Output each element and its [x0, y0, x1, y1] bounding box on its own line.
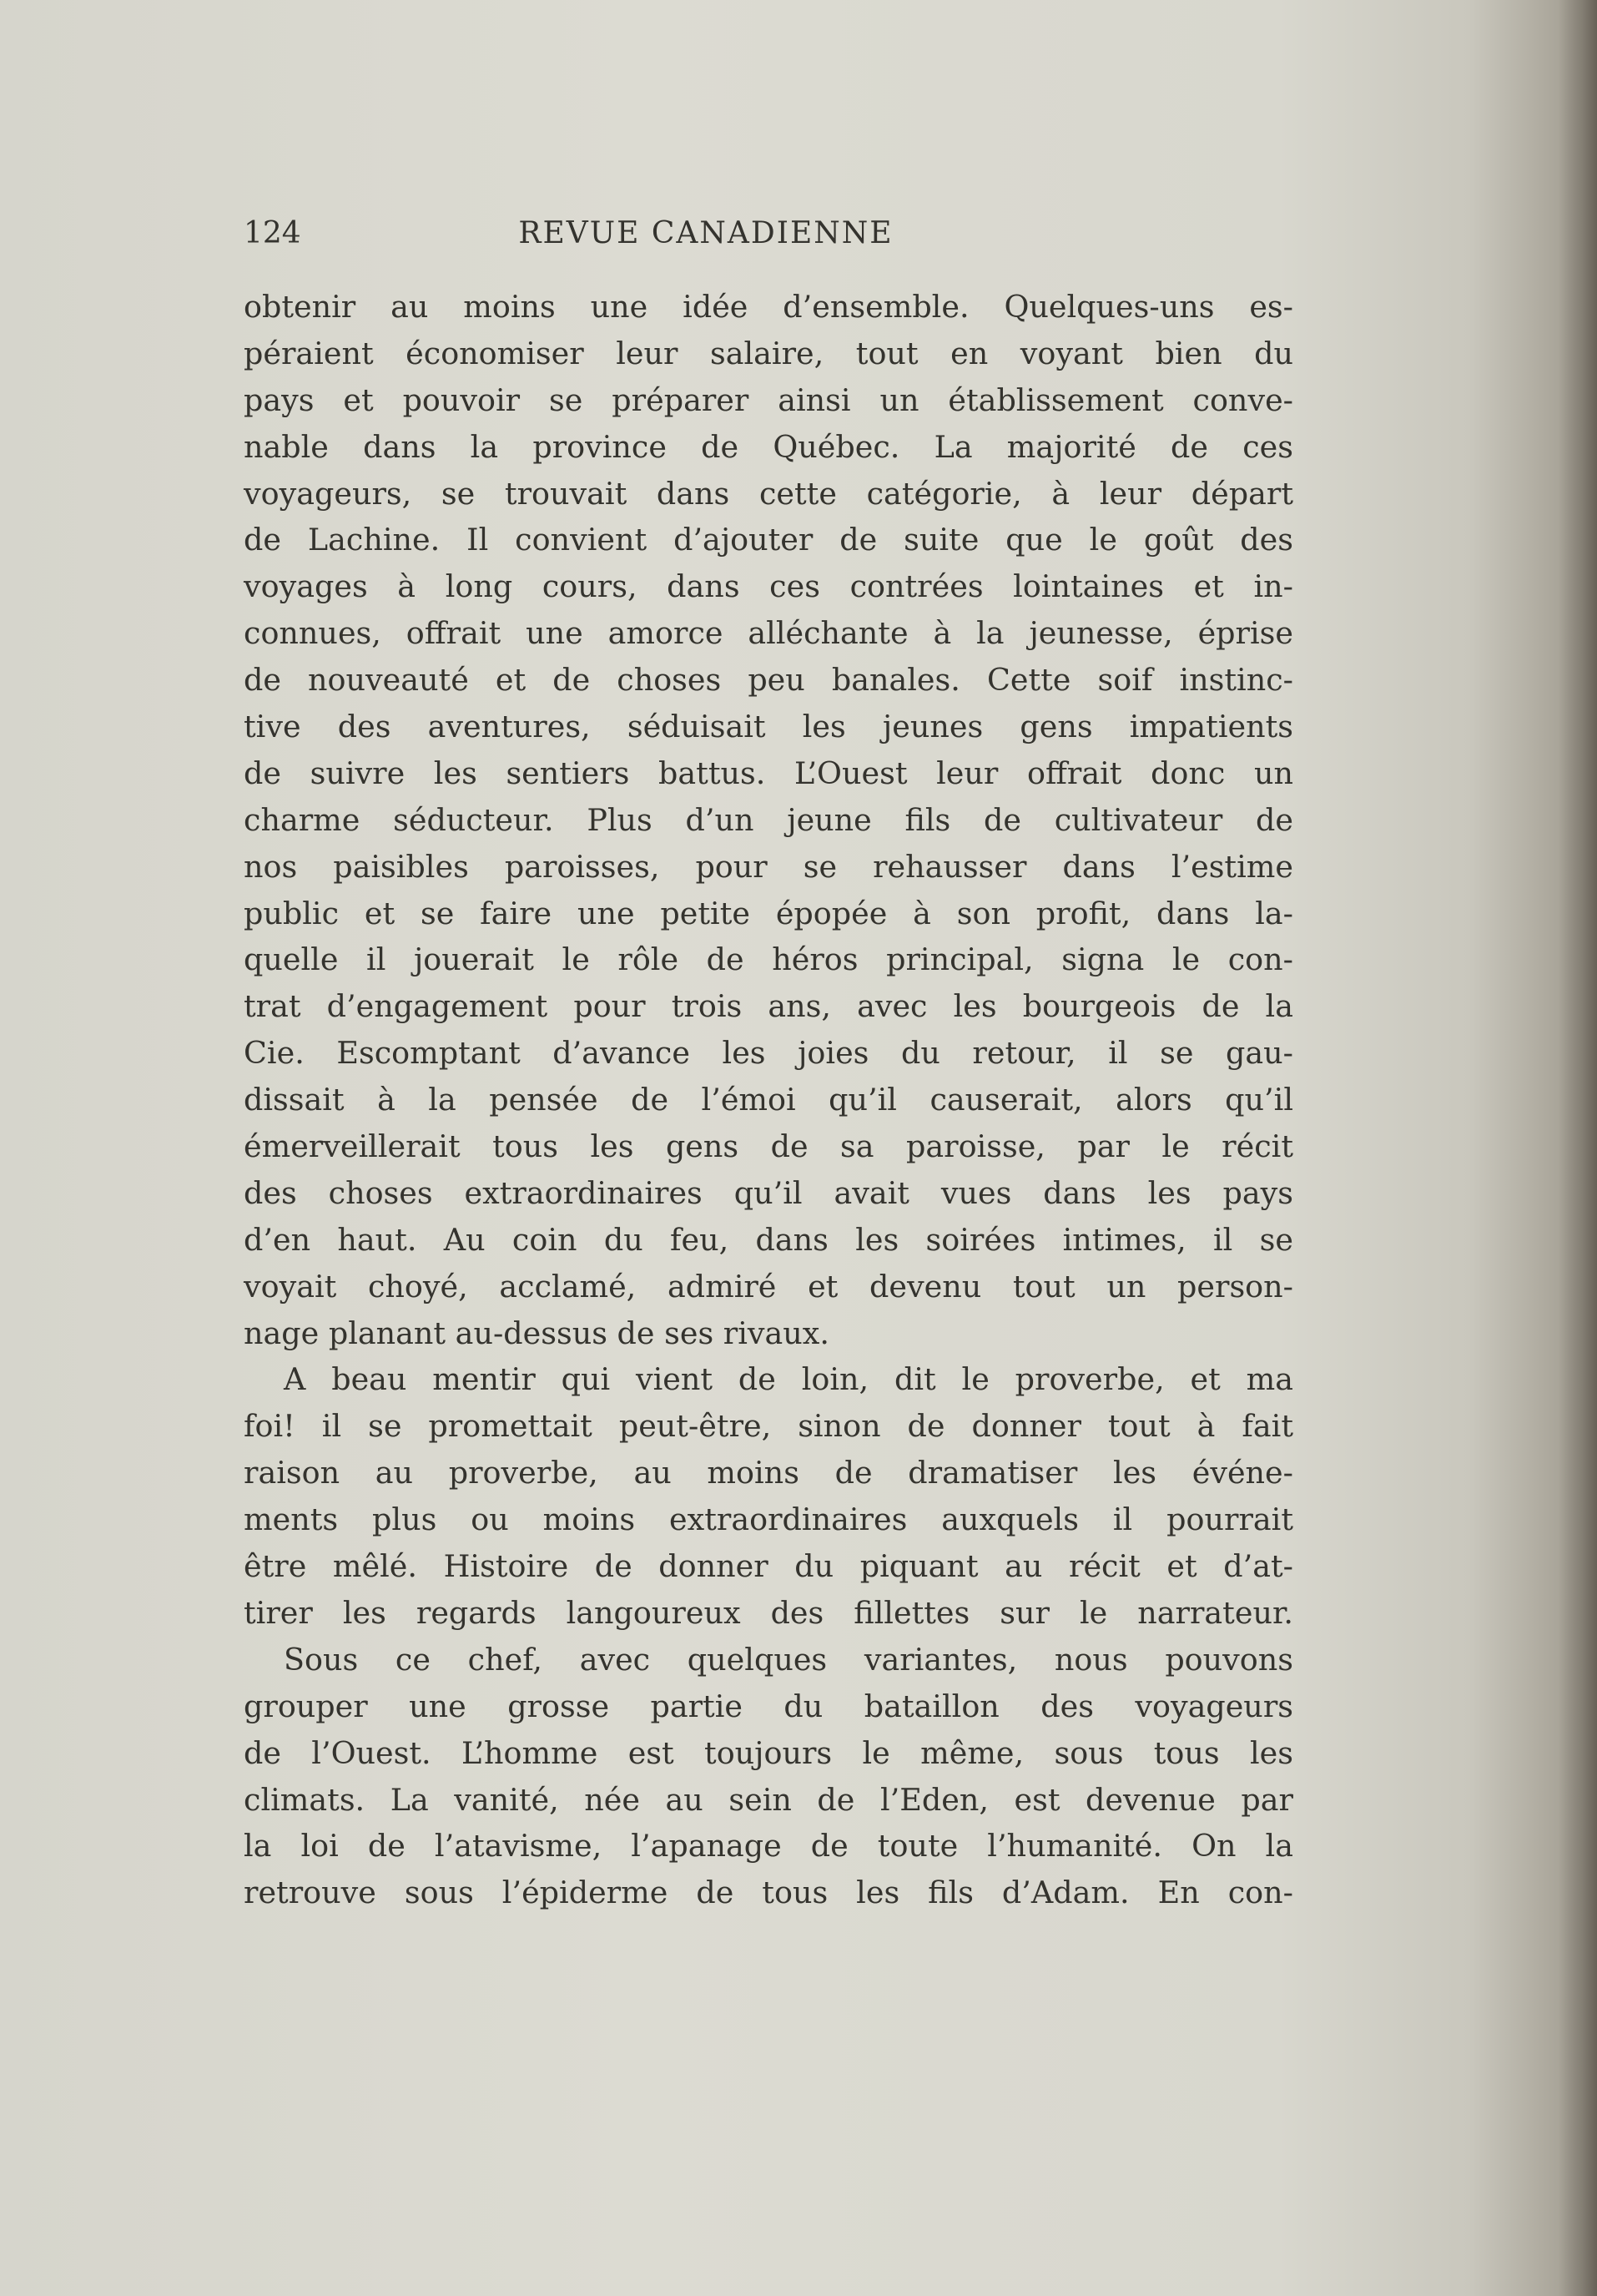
text-line: péraient économiser leur salaire, tout en voyant bien du — [244, 335, 1293, 371]
spine-shadow — [1559, 0, 1597, 2296]
text-line: la loi de l’atavisme, l’apanage de toute l’humanité. On la — [244, 1828, 1293, 1865]
text-line: Sous ce chef, avec quelques variantes, nous pouvons — [284, 1641, 1293, 1678]
text-line: nos paisibles paroisses, pour se rehausser dans l’estime — [244, 848, 1293, 885]
text-line: dissait à la pensée de l’émoi qu’il causerait, alors qu’il — [244, 1082, 1293, 1118]
text-line: raison au proverbe, au moins de dramatiser les événe- — [244, 1455, 1293, 1491]
text-line: trat d’engagement pour trois ans, avec les bourgeois de la — [244, 988, 1293, 1025]
running-title: REVUE CANADIENNE — [518, 216, 894, 250]
text-line: charme séducteur. Plus d’un jeune fils de cultivateur de — [244, 801, 1293, 838]
text-line: tive des aventures, séduisait les jeunes gens impatients — [244, 709, 1293, 745]
text-line: A beau mentir qui vient de loin, dit le proverbe, et ma — [284, 1361, 1293, 1398]
text-line: retrouve sous l’épiderme de tous les fils d’Adam. En con- — [244, 1875, 1293, 1911]
text-line: nable dans la province de Québec. La majorité de ces — [244, 428, 1293, 465]
page-header — [244, 210, 1293, 257]
text-line: nage planant au-dessus de ses rivaux. — [244, 1315, 829, 1351]
text-line: obtenir au moins une idée d’ensemble. Quelques-uns es- — [244, 289, 1293, 325]
text-line: climats. La vanité, née au sein de l’Eden, est devenue par — [244, 1781, 1293, 1818]
text-line: pays et pouvoir se préparer ainsi un établissement conve- — [244, 381, 1293, 418]
text-line: de Lachine. Il convient d’ajouter de suite que le goût des — [244, 522, 1293, 558]
text-line: être mêlé. Histoire de donner du piquant au récit et d’at- — [244, 1548, 1293, 1585]
text-line: de nouveauté et de choses peu banales. Cette soif instinc- — [244, 662, 1293, 699]
text-line: connues, offrait une amorce alléchante à la jeunesse, éprise — [244, 615, 1293, 652]
text-line: ments plus ou moins extraordinaires auxquels il pourrait — [244, 1501, 1293, 1538]
text-line: Cie. Escomptant d’avance les joies du retour, il se gau- — [244, 1035, 1293, 1072]
text-line: grouper une grosse partie du bataillon des voyageurs — [244, 1688, 1293, 1724]
text-line: de suivre les sentiers battus. L’Ouest leur offrait donc un — [244, 754, 1293, 791]
text-line: des choses extraordinaires qu’il avait vues dans les pays — [244, 1174, 1293, 1211]
text-line: d’en haut. Au coin du feu, dans les soirées intimes, il se — [244, 1221, 1293, 1258]
page-number: 124 — [244, 216, 301, 250]
text-line: voyait choyé, acclamé, admiré et devenu tout un person- — [244, 1268, 1293, 1304]
text-line: de l’Ouest. L’homme est toujours le même, sous tous les — [244, 1734, 1293, 1771]
text-line: voyages à long cours, dans ces contrées lointaines et in- — [244, 568, 1293, 605]
text-line: émerveillerait tous les gens de sa paroisse, par le récit — [244, 1128, 1293, 1165]
text-line: voyageurs, se trouvait dans cette catégorie, à leur départ — [244, 475, 1293, 512]
text-line: public et se faire une petite épopée à son profit, dans la- — [244, 895, 1293, 931]
text-line: tirer les regards langoureux des fillettes sur le narrateur. — [244, 1594, 1293, 1631]
text-line: quelle il jouerait le rôle de héros principal, signa le con- — [244, 941, 1293, 978]
body-text — [244, 284, 1293, 1916]
text-line: foi! il se promettait peut-être, sinon de donner tout à fait — [244, 1408, 1293, 1445]
